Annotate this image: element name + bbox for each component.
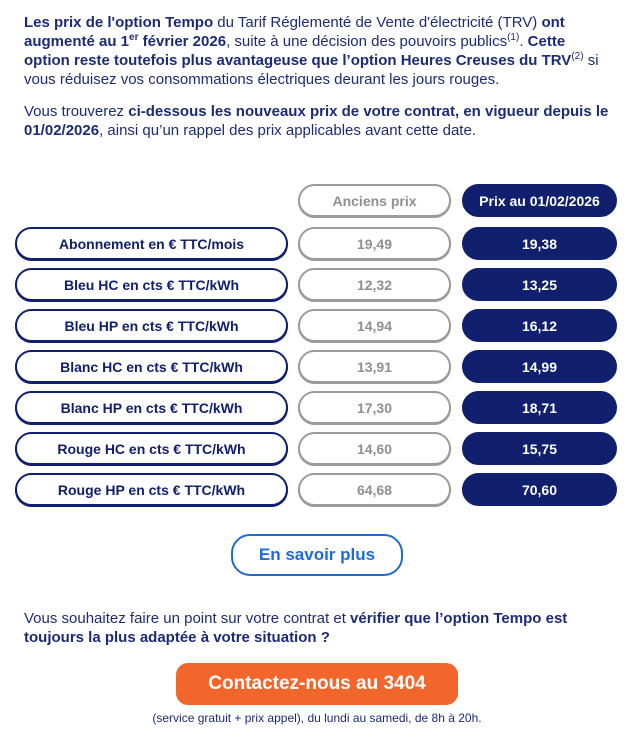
header-spacer [15,184,288,217]
learn-more-button[interactable]: En savoir plus [231,534,403,576]
new-price-pill: 13,25 [462,268,617,301]
old-price-pill: 64,68 [298,473,451,506]
row-label-pill: Blanc HC en cts € TTC/kWh [15,350,288,383]
price-row [15,309,634,342]
table-header-row [15,184,634,217]
row-label-pill: Rouge HP en cts € TTC/kWh [15,473,288,506]
old-price-pill: 14,94 [298,309,451,342]
old-price-pill: 19,49 [298,227,451,260]
new-price-pill: 19,38 [462,227,617,260]
price-row [15,350,634,383]
row-label-pill: Abonnement en € TTC/mois [15,227,288,260]
new-price-pill: 18,71 [462,391,617,424]
new-price-pill: 14,99 [462,350,617,383]
new-price-pill: 16,12 [462,309,617,342]
contract-check-paragraph: Vous souhaitez faire un point sur votre contrat et vérifier que l’option Tempo est toujours la plus adaptée à votre situation ? [24,610,568,646]
old-price-pill: 13,91 [298,350,451,383]
row-label-pill: Bleu HP en cts € TTC/kWh [15,309,288,342]
price-table [15,184,634,506]
intro-paragraph-1: Les prix de l'option Tempo du Tarif Réglementé de Vente d'électricité (TRV) ont augmenté au 1er février 2026, suite à une décision des pouvoirs publics$^{(1)}$. Cette option reste toutefois plus avantageuse que l’option Heures Creuses du TRV$^{(2)}$ si vous réduisez vos consommations électriques deurant les jours rouges. [24,14,599,88]
service-note: (service gratuit + prix appel), du lundi au samedi, de 8h à 20h. [152,711,482,725]
old-price-pill: 12,32 [298,268,451,301]
old-price-pill: 14,60 [298,432,451,465]
contact-us-button[interactable]: Contactez-nous au 3404 [176,663,458,705]
old-price-pill: 17,30 [298,391,451,424]
price-row [15,432,634,465]
row-label-pill: Blanc HP en cts € TTC/kWh [15,391,288,424]
price-row [15,391,634,424]
old-prices-header: Anciens prix [298,184,451,217]
price-row [15,227,634,260]
row-label-pill: Rouge HC en cts € TTC/kWh [15,432,288,465]
row-label-pill: Bleu HC en cts € TTC/kWh [15,268,288,301]
price-row [15,473,634,506]
price-row [15,268,634,301]
intro-paragraph-2: Vous trouverez ci-dessous les nouveaux prix de votre contrat, en vigueur depuis le 01/02/2026, ainsi qu’un rappel des prix applicables avant cette date. [24,103,609,139]
new-prices-header: Prix au 01/02/2026 [462,184,617,217]
new-price-pill: 70,60 [462,473,617,506]
price-rows [15,227,634,506]
new-price-pill: 15,75 [462,432,617,465]
